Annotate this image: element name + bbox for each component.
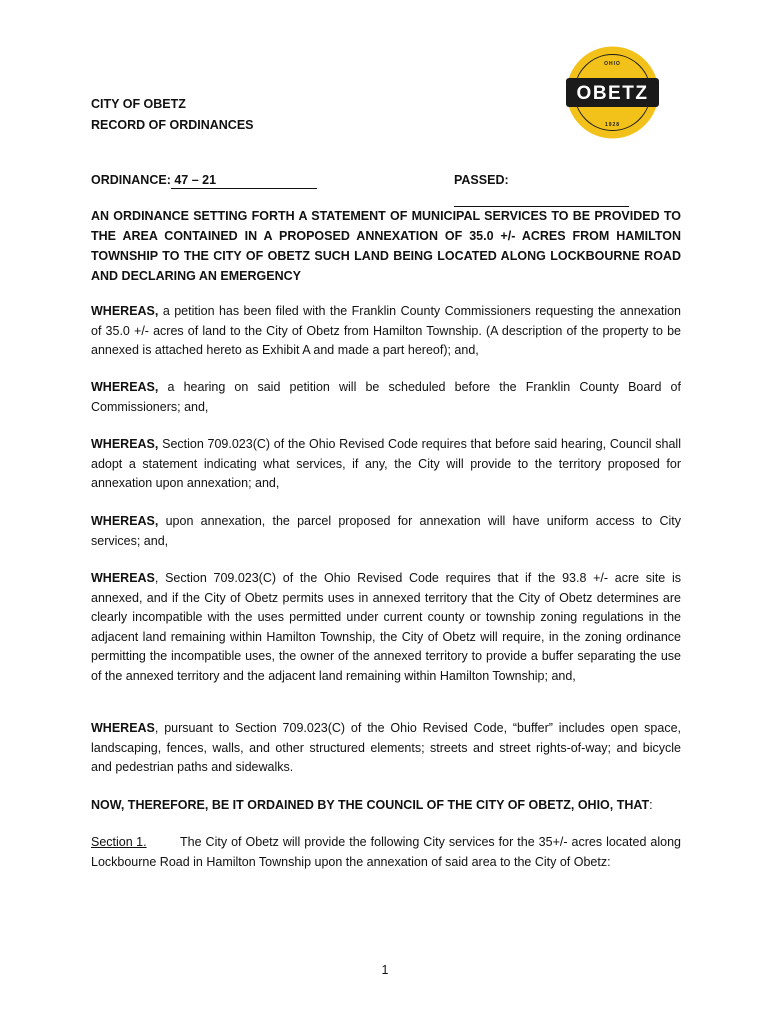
now-therefore-clause xyxy=(91,796,681,815)
header-record: RECORD OF ORDINANCES xyxy=(91,118,254,132)
obetz-logo xyxy=(565,45,660,140)
whereas-paragraph xyxy=(91,435,681,494)
whereas-lead: WHEREAS xyxy=(91,721,155,735)
ordinance-label: ORDINANCE: xyxy=(91,173,171,187)
whereas-paragraph xyxy=(91,378,681,417)
ordinance-title: AN ORDINANCE SETTING FORTH A STATEMENT OF MUNICIPAL SERVICES TO BE PROVIDED TO THE AREA CONTAINED IN A PROPOSED ANNEXATION OF 35.0 +/- ACRES FROM HAMILTON TOWNSHIP TO THE CITY OF OBETZ SUCH LAND BEING LOCATED ALONG LOCKBOURNE ROAD AND DECLARING AN EMERGENCY xyxy=(91,209,681,283)
now-therefore-colon: : xyxy=(649,798,653,812)
whereas-lead: WHEREAS xyxy=(91,571,155,585)
header-city: CITY OF OBETZ xyxy=(91,97,186,111)
whereas-lead: WHEREAS, xyxy=(91,304,159,318)
passed-label: PASSED: xyxy=(454,173,509,187)
whereas-lead: WHEREAS, xyxy=(91,437,159,451)
ordinance-number: 47 – 21 xyxy=(174,173,217,187)
section-1-label: Section 1. xyxy=(91,835,147,849)
logo-text: OBETZ xyxy=(576,83,649,104)
logo-arc-top: OHIO xyxy=(604,61,621,67)
section-1 xyxy=(91,833,681,872)
passed-field xyxy=(454,171,681,207)
now-therefore-text: NOW, THEREFORE, BE IT ORDAINED BY THE COUNCIL OF THE CITY OF OBETZ, OHIO, THAT xyxy=(91,798,650,812)
page-number: 1 xyxy=(381,963,389,977)
whereas-paragraph xyxy=(91,512,681,551)
obetz-logo-graphic xyxy=(565,45,660,140)
whereas-text: Section 709.023(C) of the Ohio Revised Code requires that before said hearing, Council shall adopt a statement indicating what services, if any, the City will provide to the territory proposed for annexation upon annexation; and, xyxy=(91,437,681,490)
whereas-lead: WHEREAS, xyxy=(91,380,159,394)
logo-arc-bottom: 1928 xyxy=(604,122,621,128)
whereas-text: a petition has been filed with the Franklin County Commissioners requesting the annexation of 35.0 +/- acres of land to the City of Obetz from Hamilton Township. (A description of the property to be annexed is attached hereto as Exhibit A and made a part hereof); and, xyxy=(91,304,681,357)
whereas-text: a hearing on said petition will be scheduled before the Franklin County Board of Commissioners; and, xyxy=(91,380,681,414)
whereas-text: , Section 709.023(C) of the Ohio Revised Code requires that if the 93.8 +/- acre site is annexed, and if the City of Obetz permits uses in annexed territory that the City of Obetz determines are clearly incompatible with the uses permitted under current county or township zoning regulations in the adjacent land remaining within Hamilton Township, the City of Obetz will require, in the zoning ordinance permitting the incompatible uses, the owner of the annexed territory to provide a buffer separating the use of the annexed territory and the adjacent land remaining within Hamilton Township; and, xyxy=(91,571,681,683)
document-header xyxy=(91,94,254,136)
whereas-text: , pursuant to Section 709.023(C) of the Ohio Revised Code, “buffer” includes open space, landscaping, fences, walls, and other structured elements; streets and street rights-of-way; and bicycle and pedestrian paths and sidewalks. xyxy=(91,721,681,774)
ordinance-number-field xyxy=(171,173,317,189)
section-1-text: The City of Obetz will provide the following City services for the 35+/- acres located along Lockbourne Road in Hamilton Township upon the annexation of said area to the City of Obetz: xyxy=(91,835,681,869)
whereas-paragraph xyxy=(91,302,681,361)
whereas-paragraph xyxy=(91,569,681,686)
whereas-lead: WHEREAS, xyxy=(91,514,159,528)
ordinance-field xyxy=(91,171,317,189)
whereas-paragraph xyxy=(91,719,681,778)
passed-blank xyxy=(454,193,629,207)
whereas-text: upon annexation, the parcel proposed for annexation will have uniform access to City services; and, xyxy=(91,514,681,548)
